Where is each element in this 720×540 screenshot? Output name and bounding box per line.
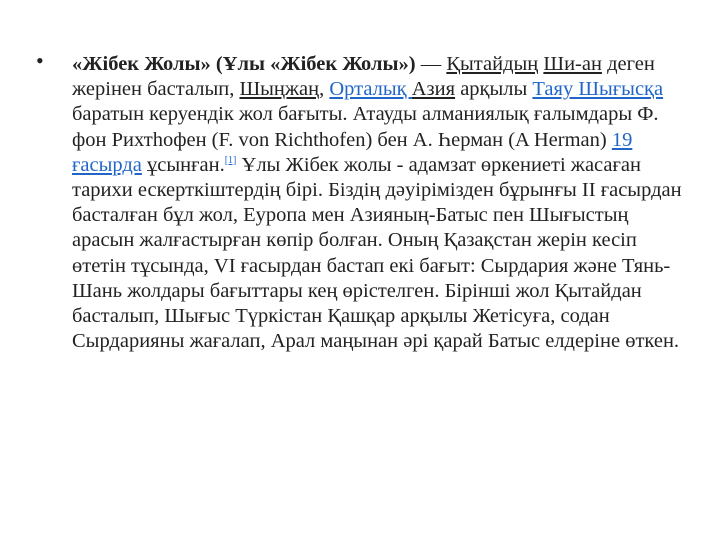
text-segment: деген жерінен басталып,	[72, 53, 655, 101]
text-segment: арқылы	[455, 78, 533, 101]
footnote-link[interactable]: [1]	[224, 154, 237, 166]
link-shi-an[interactable]: Ши-ан	[543, 53, 602, 75]
text-segment: ұсынған.	[141, 153, 225, 176]
bullet-point: •	[36, 48, 44, 73]
paragraph-title: «Жібек Жолы» (Ұлы «Жібек Жолы»)	[72, 53, 416, 75]
text-segment: —	[415, 53, 447, 75]
link-shynzhan[interactable]: Шыңжаң	[239, 78, 320, 101]
link-kytaidyn[interactable]: Қытайдың	[446, 53, 539, 75]
link-aziya[interactable]: Азия	[411, 78, 456, 101]
link-19[interactable]: 19	[611, 128, 633, 151]
link-ortalyk-aziya[interactable]	[329, 78, 411, 100]
text-segment: баратын керуендік жол бағыты. Атауды алманиялық ғалымдары Ф. фон Рихтһофен (F. von Richthofen) бен А. Һерман (A Herman)	[72, 103, 659, 151]
link-tayau-shygys[interactable]: Таяу Шығысқа	[532, 78, 664, 101]
link-gasyrda[interactable]: ғасырда	[72, 153, 142, 176]
link-ortalyk-aziya-part1: Орталық	[329, 78, 412, 101]
text-segment: ,	[319, 78, 330, 101]
text-segment: Ұлы Жібек жолы - адамзат өркениеті жасаған тарихи ескерткіштердің бірі. Біздің дәуірімізден бұрынғы ІІ ғасырдан басталған бұл жол, Еуропа мен Азияның-Батыс пен Шығыстың арасын жалғастырған көпір болған. Оның Қазақстан жерін кесіп өтетін тұсында, VI ғасырдан бастап екі бағыт: Сырдария және Тянь-Шань жолдары бағыттары кең өрістелген. Бірінші жол Қытайдан басталып, Шығыс Түркістан Қашқар арқылы Жетісуға, содан Сырдарияны жағалап, Арал маңынан әрі қарай Батыс елдеріне өткен.	[72, 153, 682, 353]
article-paragraph	[72, 52, 684, 354]
